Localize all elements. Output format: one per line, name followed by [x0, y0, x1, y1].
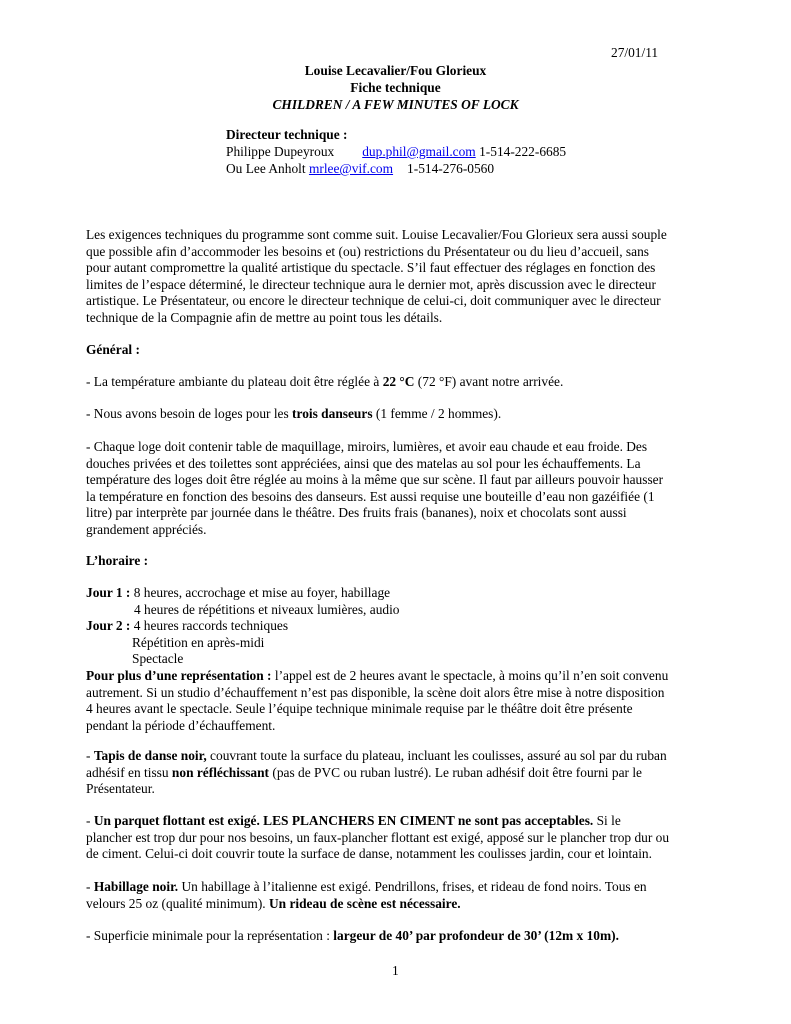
multiple-performances-label: Pour plus d’une représentation :	[86, 667, 272, 683]
dance-floor-text: couvrant toute la surface du plateau, incluant les coulisses, assuré au sol par du ruban	[206, 748, 667, 763]
dressing-room-line: litre) par interprète par journée dans le théâtre. Des fruits frais (bananes), noix et chocolats sont aussi	[86, 505, 627, 521]
day-1-text: 8 heures, accrochage et mise au foyer, habillage	[130, 585, 391, 600]
document-header	[0, 63, 791, 114]
floating-floor-line-1	[86, 813, 706, 830]
document-type: Fiche technique	[350, 80, 441, 95]
day-2-line-3: Spectacle	[132, 651, 184, 667]
temperature-text-end: (72 °F) avant notre arrivée.	[414, 374, 564, 389]
intro-paragraph	[86, 227, 706, 327]
masking-line-2	[86, 896, 706, 913]
day-2-label: Jour 2 :	[86, 618, 131, 634]
intro-line: artistique. Le Présentateur, ou encore le directeur technique de celui-ci, doit communiquer avec le directeur	[86, 293, 661, 309]
director-contact-1	[226, 144, 566, 161]
dressing-rooms-text-end: (1 femme / 2 hommes).	[372, 406, 502, 421]
technical-director-heading: Directeur technique :	[226, 127, 348, 142]
bullet-dash: -	[86, 879, 94, 894]
floating-floor-label: Un parquet flottant est exigé. LES PLANCHERS EN CIMENT ne sont pas acceptables.	[93, 813, 594, 828]
dance-floor-text-3: (pas de PVC ou ruban lustré). Le ruban adhésif doit être fourni par le	[269, 764, 642, 780]
day-1-label: Jour 1 :	[86, 585, 131, 600]
masking-text-2: velours 25 oz (qualité minimum).	[86, 895, 269, 911]
masking-line-1	[86, 879, 706, 896]
director-email-2-link[interactable]: mrlee@vif.com	[308, 161, 394, 176]
intro-line: limites de l’espace déterminé, le directeur technique aura le dernier mot, après discussion avec le directeur	[86, 276, 656, 292]
dance-floor-line-2	[86, 765, 706, 782]
director-name-1: Philippe Dupeyroux	[226, 144, 335, 159]
show-title: CHILDREN / A FEW MINUTES OF LOCK	[272, 97, 519, 112]
director-phone-1: 1-514-222-6685	[479, 144, 567, 159]
masking-paragraph	[86, 879, 706, 912]
floating-floor-text: Si le	[593, 813, 621, 828]
masking-label: Habillage noir.	[93, 879, 179, 894]
dressing-room-line: température des loges doit être réglée au moins à la même que sur scène. Il faut par ailleurs pouvoir hausser	[86, 472, 664, 488]
floating-floor-paragraph	[86, 813, 706, 863]
temperature-text: - La température ambiante du plateau doit être réglée à	[86, 374, 383, 389]
day-2-line-2: Répétition en après-midi	[132, 634, 265, 650]
day-2-line	[86, 618, 706, 635]
dressing-room-paragraph	[86, 439, 706, 539]
dressing-rooms-line	[86, 406, 706, 423]
director-email-1-link[interactable]: dup.phil@gmail.com	[362, 144, 476, 159]
stage-size-text: - Superficie minimale pour la représentation :	[86, 928, 334, 943]
page-number: 1	[392, 963, 399, 978]
dressing-room-line: douches privées et des toilettes sont appréciées, ainsi que des matelas au sol pour les échauffements. La	[86, 455, 641, 471]
floating-floor-line-2: plancher est trop dur pour nos besoins, un faux-plancher flottant est exigé, apposé sur le plancher trop dur ou	[86, 829, 670, 845]
dancers-count: trois danseurs	[292, 406, 373, 421]
schedule-block	[86, 585, 706, 734]
general-heading: Général :	[86, 342, 140, 357]
day-2-text: 4 heures raccords techniques	[130, 618, 289, 634]
stage-size-value: largeur de 40’ par profondeur de 30’ (12m x 10m).	[333, 928, 619, 943]
multiple-performances-line-3: 4 heures avant le spectacle. Seule l’équipe technique minimale requise par le théâtre doit être présente	[86, 701, 633, 717]
temperature-value: 22 °C	[382, 374, 415, 389]
day-1-line-2: 4 heures de répétitions et niveaux lumières, audio	[134, 601, 400, 617]
intro-line: pour autant compromettre la qualité artistique du spectacle. S’il faut effectuer des réglages en fonction des	[86, 260, 656, 276]
technical-director-block	[226, 127, 566, 178]
document-date: 27/01/11	[611, 45, 659, 60]
director-contact-2	[226, 161, 566, 178]
day-1-line	[86, 585, 706, 602]
floating-floor-line-3: de ciment. Celui-ci doit couvrir toute la surface de danse, notamment les coulisses jardin, cour et lointain.	[86, 846, 652, 862]
intro-line: Les exigences techniques du programme sont comme suit. Louise Lecavalier/Fou Glorieux sera aussi souple	[86, 227, 667, 242]
dance-floor-paragraph	[86, 748, 706, 798]
intro-line: technique de la Compagnie afin de mettre au point tous les détails.	[86, 309, 443, 325]
dance-floor-text-2: adhésif en tissu	[86, 764, 172, 780]
multiple-performances-line-2: autrement. Si un studio d’échauffement n’est pas disponible, la scène doit alors être mise à notre disposition	[86, 684, 665, 700]
multiple-performances-line-4: pendant la période d’échauffement.	[86, 717, 276, 733]
multiple-performances-line	[86, 668, 706, 685]
intro-line: que possible afin d’accommoder les besoins et (ou) restrictions du Présentateur ou du lieu d’accueil, sans	[86, 243, 649, 259]
masking-text: Un habillage à l’italienne est exigé. Pendrillons, frises, et rideau de fond noirs. Tous en	[178, 879, 647, 894]
dressing-rooms-text: - Nous avons besoin de loges pour les	[86, 406, 293, 421]
director-name-2: Ou Lee Anholt	[226, 161, 306, 176]
director-phone-2: 1-514-276-0560	[407, 161, 495, 176]
bullet-dash: -	[86, 813, 94, 828]
stage-size-line	[86, 928, 706, 945]
dance-floor-line-1	[86, 748, 706, 765]
schedule-heading: L’horaire :	[86, 553, 149, 568]
dance-floor-label: Tapis de danse noir,	[93, 748, 207, 763]
company-name: Louise Lecavalier/Fou Glorieux	[304, 63, 487, 78]
dressing-room-line: - Chaque loge doit contenir table de maquillage, miroirs, lumières, et avoir eau chaude et eau froide. Des	[86, 439, 648, 454]
stage-curtain-label: Un rideau de scène est nécessaire.	[268, 895, 461, 911]
temperature-line	[86, 374, 706, 391]
dressing-room-line: la température en fonction des besoins des danseurs. Est aussi requise une bouteille d’eau non gazéifiée (1	[86, 488, 655, 504]
non-reflective-label: non réfléchissant	[171, 764, 270, 780]
multiple-performances-text: l’appel est de 2 heures avant le spectacle, à moins qu’il n’en soit convenu	[271, 667, 669, 683]
bullet-dash: -	[86, 748, 94, 763]
dressing-room-line: grandement appréciés.	[86, 521, 207, 537]
dance-floor-line-3: Présentateur.	[86, 781, 155, 797]
